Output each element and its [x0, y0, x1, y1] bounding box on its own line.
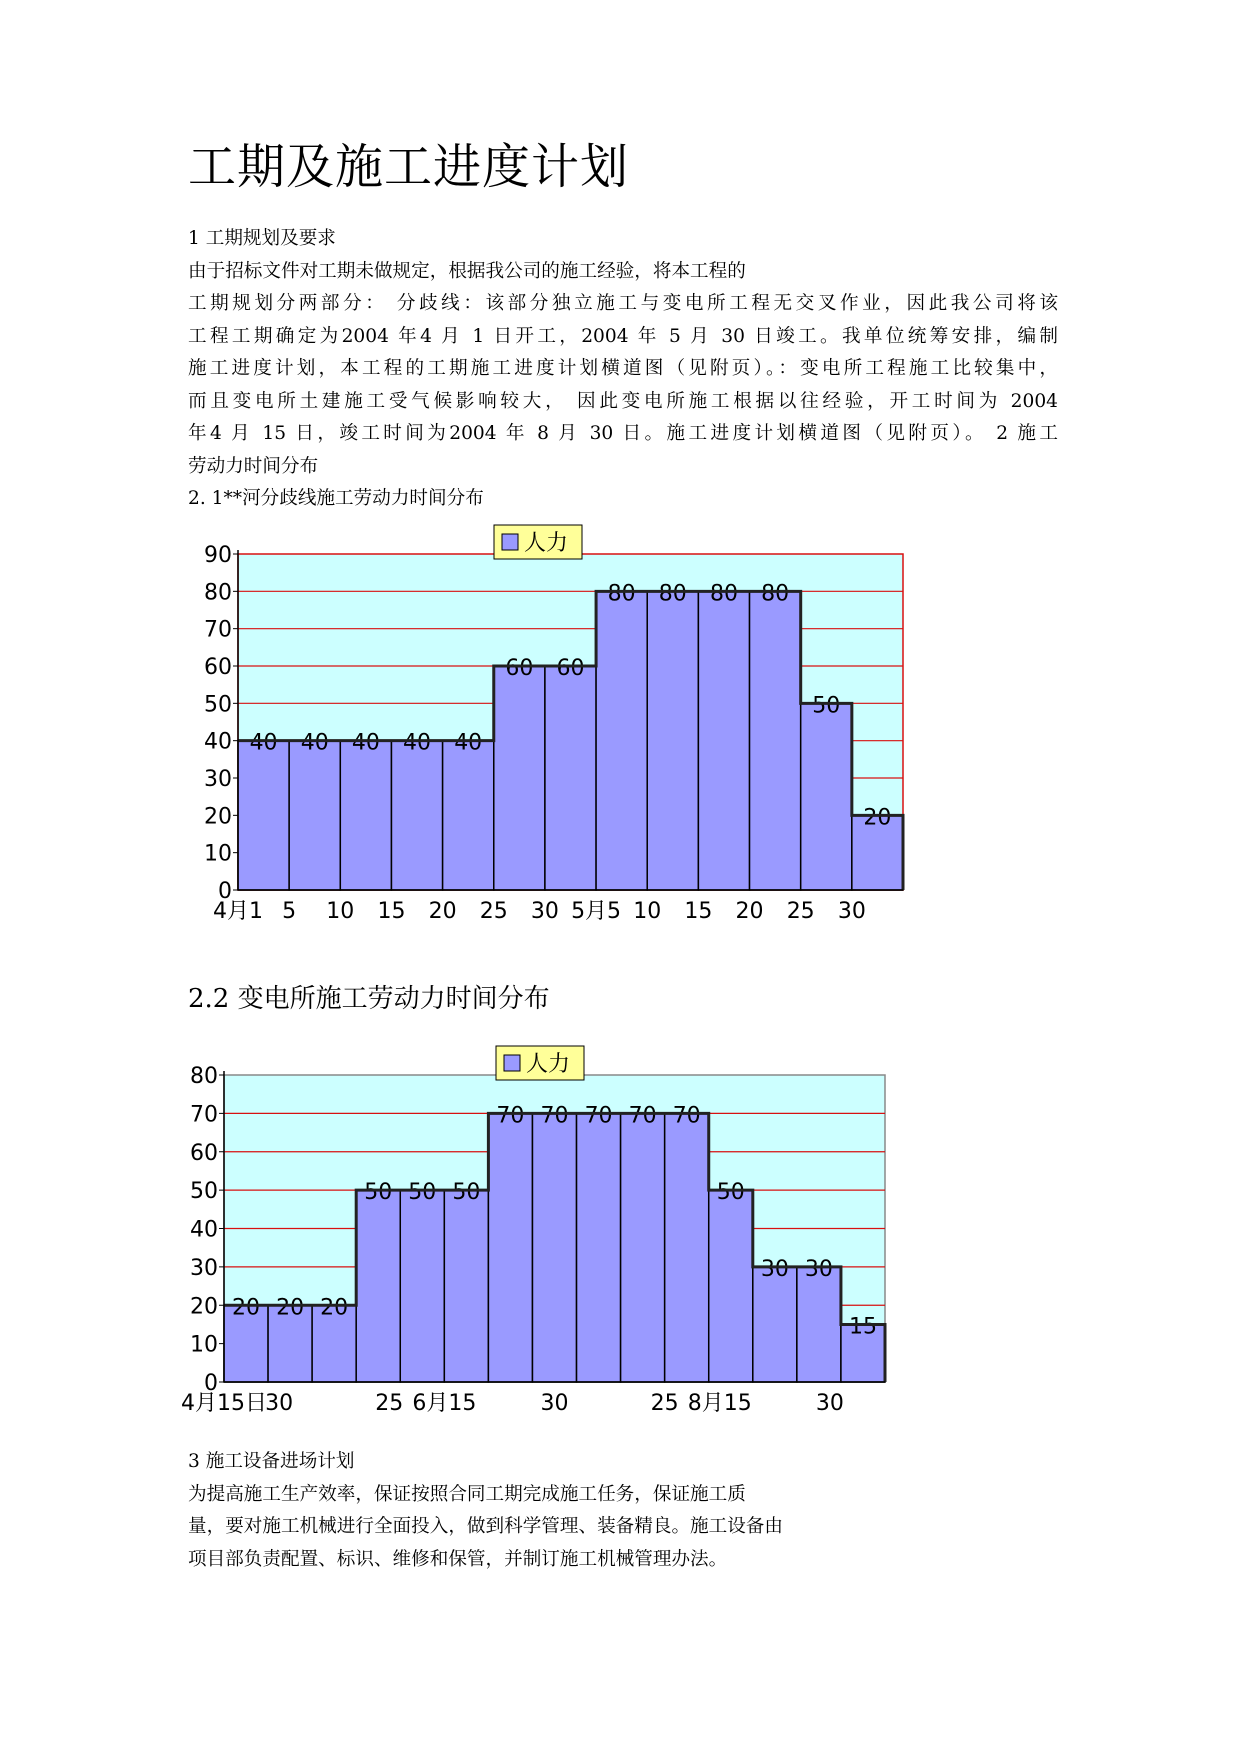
- bar-12: [801, 703, 852, 890]
- data-label: 40: [300, 730, 329, 756]
- bar-11: [750, 591, 801, 890]
- body-line: 而且变电所土建施工受气候影响较大， 因此变电所施工根据以往经验，开工时间为 2004: [188, 390, 1058, 412]
- y-tick-label: 50: [204, 692, 232, 718]
- data-label: 80: [658, 581, 687, 607]
- bar-6: [444, 1190, 488, 1382]
- bar-5: [400, 1190, 444, 1382]
- bar-2: [289, 741, 340, 890]
- data-label: 70: [628, 1103, 657, 1129]
- y-tick-label: 60: [190, 1140, 218, 1166]
- page-title: 工期及施工进度计划: [188, 139, 630, 195]
- data-label: 30: [760, 1256, 789, 1282]
- x-tick-label: 10: [633, 899, 662, 924]
- x-tick-label: 25: [650, 1391, 679, 1416]
- section-2-2-heading: 2.2 变电所施工劳动力时间分布: [188, 984, 550, 1014]
- section-1: [188, 223, 1058, 516]
- bar-14: [797, 1267, 841, 1382]
- data-label: 40: [403, 730, 432, 756]
- y-tick-label: 70: [204, 617, 232, 643]
- section-3: [188, 1446, 1058, 1576]
- data-label: 70: [496, 1103, 525, 1129]
- x-tick-label: 8月15: [687, 1391, 752, 1416]
- x-tick-label: 15: [684, 899, 713, 924]
- data-label: 40: [454, 730, 483, 756]
- body-line: 施工进度计划，本工程的工期施工进度计划横道图（见附页）。：变电所工程施工比较集中，: [188, 358, 1058, 379]
- x-tick-label: 6月15: [412, 1391, 477, 1416]
- bar-10: [698, 591, 749, 890]
- data-label: 20: [320, 1295, 349, 1321]
- data-label: 50: [812, 693, 841, 719]
- bar-11: [665, 1113, 709, 1382]
- x-tick-label: 30: [540, 1391, 569, 1416]
- bar-12: [709, 1190, 753, 1382]
- legend-label: 人力: [524, 531, 569, 556]
- section-1-heading: 1 工期规划及要求: [188, 228, 336, 249]
- y-tick-label: 40: [190, 1217, 218, 1243]
- data-label: 50: [716, 1180, 745, 1206]
- y-tick-label: 0: [204, 1371, 218, 1396]
- bar-8: [532, 1113, 576, 1382]
- data-label: 20: [232, 1295, 261, 1321]
- y-tick-label: 40: [204, 729, 232, 755]
- section-3-heading: 3 施工设备进场计划: [188, 1451, 355, 1472]
- bar-3: [340, 741, 391, 890]
- y-tick-label: 30: [204, 767, 232, 792]
- bar-1: [238, 741, 289, 890]
- body-line: 为提高施工生产效率，保证按照合同工期完成施工任务，保证施工质: [188, 1483, 746, 1505]
- x-tick-label: 4月1: [213, 899, 263, 924]
- data-label: 80: [709, 581, 738, 607]
- bar-10: [621, 1113, 665, 1382]
- data-label: 50: [408, 1180, 437, 1206]
- x-tick-label: 20: [735, 899, 764, 924]
- body-line: 由于招标文件对工期未做规定，根据我公司的施工经验，将本工程的: [188, 260, 746, 282]
- bar-7: [488, 1113, 532, 1382]
- x-tick-label: 4月15日: [181, 1391, 267, 1416]
- body-line: 年4 月 15 日，竣工时间为2004 年 8 月 30 日。施工进度计划横道图（见附页）。 2 施工: [188, 423, 1058, 444]
- data-label: 50: [452, 1180, 481, 1206]
- legend-swatch: [502, 534, 518, 550]
- bar-4: [391, 741, 442, 890]
- x-tick-label: 20: [428, 899, 457, 924]
- x-tick-label: 10: [326, 899, 355, 924]
- x-tick-label: 25: [479, 899, 508, 924]
- bar-13: [753, 1267, 797, 1382]
- data-label: 20: [863, 805, 892, 831]
- data-label: 15: [848, 1314, 877, 1340]
- y-tick-label: 10: [190, 1332, 218, 1358]
- x-tick-label: 30: [530, 899, 559, 924]
- y-tick-label: 0: [218, 879, 232, 904]
- y-tick-label: 80: [204, 580, 232, 606]
- x-tick-label: 30: [837, 899, 866, 924]
- y-tick-label: 70: [190, 1102, 218, 1128]
- x-tick-label: 25: [786, 899, 815, 924]
- legend: [494, 525, 582, 559]
- legend-swatch: [504, 1055, 520, 1071]
- chart-2-svg: [181, 1040, 948, 1420]
- data-label: 80: [607, 581, 636, 607]
- data-label: 60: [556, 656, 585, 681]
- data-label: 40: [249, 730, 278, 756]
- bar-9: [647, 591, 698, 890]
- x-tick-label: 5: [282, 899, 297, 924]
- y-tick-label: 10: [204, 841, 232, 867]
- chart-1: [188, 510, 948, 930]
- bar-8: [596, 591, 647, 890]
- legend-label: 人力: [526, 1052, 571, 1077]
- y-tick-label: 20: [190, 1294, 218, 1320]
- y-tick-label: 20: [204, 804, 232, 830]
- x-tick-label: 15: [377, 899, 406, 924]
- data-label: 60: [505, 656, 534, 681]
- bar-7: [545, 666, 596, 890]
- data-label: 40: [351, 730, 380, 756]
- bar-9: [577, 1113, 621, 1382]
- bar-4: [356, 1190, 400, 1382]
- y-tick-label: 50: [190, 1179, 218, 1205]
- bar-6: [494, 666, 545, 890]
- y-tick-label: 60: [204, 655, 232, 680]
- data-label: 50: [364, 1180, 393, 1206]
- legend: [496, 1046, 584, 1080]
- data-label: 70: [540, 1103, 569, 1129]
- data-label: 20: [276, 1295, 305, 1321]
- data-label: 30: [804, 1256, 833, 1282]
- y-tick-label: 30: [190, 1255, 218, 1281]
- data-label: 80: [761, 581, 790, 607]
- x-tick-label: 30: [815, 1391, 844, 1416]
- bar-5: [443, 741, 494, 890]
- body-line: 工期规划分两部分： 分歧线：该部分独立施工与变电所工程无交叉作业，因此我公司将该: [188, 293, 1058, 314]
- section-2-1-heading: 2. 1**河分歧线施工劳动力时间分布: [188, 488, 484, 509]
- data-label: 70: [672, 1103, 701, 1129]
- body-line: 劳动力时间分布: [188, 455, 319, 477]
- body-line: 量，要对施工机械进行全面投入，做到科学管理、装备精良。施工设备由: [188, 1516, 784, 1537]
- x-tick-label: 5月5: [571, 899, 622, 924]
- data-label: 70: [584, 1103, 613, 1129]
- y-tick-label: 80: [190, 1064, 218, 1089]
- chart-1-svg: [188, 510, 948, 930]
- x-tick-label: 25: [375, 1391, 404, 1416]
- y-tick-label: 90: [204, 543, 232, 568]
- chart-2: [181, 1040, 948, 1420]
- x-tick-label: 30: [265, 1391, 294, 1416]
- body-line: 项目部负责配置、标识、维修和保管，并制订施工机械管理办法。: [188, 1548, 728, 1570]
- body-line: 工程工期确定为2004 年4 月 1 日开工，2004 年 5 月 30 日竣工。我单位统筹安排，编制: [188, 325, 1058, 347]
